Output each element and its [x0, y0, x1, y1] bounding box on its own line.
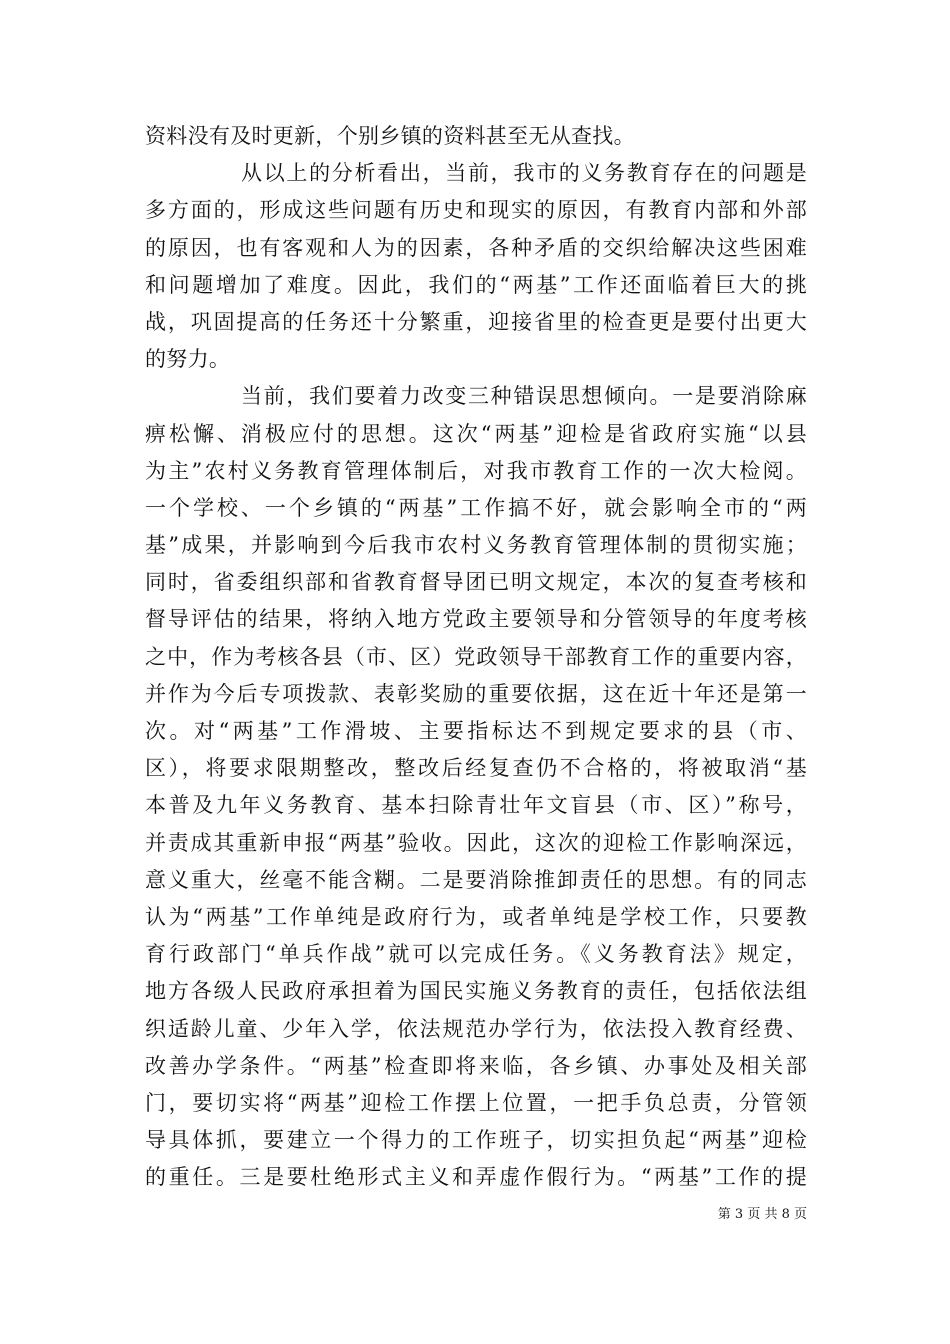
text-line: 战，巩固提高的任务还十分繁重，迎接省里的检查更是要付出更大: [145, 309, 807, 334]
text-line: 为主”农村义务教育管理体制后，对我市教育工作的一次大检阅。: [145, 458, 807, 483]
text-line: 门，要切实将“两基”迎检工作摆上位置，一把手负总责，分管领: [145, 1090, 807, 1115]
text-line: 和问题增加了难度。因此，我们的“两基”工作还面临着巨大的挑: [145, 272, 807, 297]
text-line: 改善办学条件。“两基”检查即将来临，各乡镇、办事处及相关部: [145, 1053, 807, 1078]
text-line: 一个学校、一个乡镇的“两基”工作搞不好，就会影响全市的“两: [145, 495, 807, 520]
text-line: 之中，作为考核各县（市、区）党政领导干部教育工作的重要内容，: [145, 644, 807, 669]
text-line: 认为“两基”工作单纯是政府行为，或者单纯是学校工作，只要教: [145, 904, 807, 929]
text-line: 基”成果，并影响到今后我市农村义务教育管理体制的贯彻实施；: [145, 533, 807, 558]
text-line: 的重任。三是要杜绝形式主义和弄虚作假行为。“两基”工作的提: [145, 1165, 807, 1190]
text-line: 多方面的，形成这些问题有历史和现实的原因，有教育内部和外部: [145, 198, 807, 223]
text-line: 并责成其重新申报“两基”验收。因此，这次的迎检工作影响深远，: [145, 830, 807, 855]
text-line: 区），将要求限期整改，整改后经复查仍不合格的，将被取消“基: [145, 756, 807, 781]
page-footer: 第 3 页 共 8 页: [717, 1207, 807, 1222]
body-text: [145, 118, 807, 1196]
paragraph-first-line: 从以上的分析看出，当前，我市的义务教育存在的问题是: [241, 161, 807, 186]
text-line: 导具体抓，要建立一个得力的工作班子，切实担负起“两基”迎检: [145, 1128, 807, 1153]
text-line: 的原因，也有客观和人为的因素，各种矛盾的交织给解决这些困难: [145, 235, 807, 260]
text-line: 的努力。: [145, 347, 231, 372]
text-line: 资料没有及时更新，个别乡镇的资料甚至无从查找。: [145, 124, 635, 148]
text-line: 同时，省委组织部和省教育督导团已明文规定，本次的复查考核和: [145, 570, 807, 595]
text-line: 育行政部门“单兵作战”就可以完成任务。《义务教育法》规定，: [145, 942, 807, 967]
paragraph-first-line: 当前，我们要着力改变三种错误思想倾向。一是要消除麻: [241, 384, 807, 409]
text-line: 督导评估的结果，将纳入地方党政主要领导和分管领导的年度考核: [145, 607, 807, 632]
text-line: 意义重大，丝毫不能含糊。二是要消除推卸责任的思想。有的同志: [145, 867, 807, 892]
text-line: 并作为今后专项拨款、表彰奖励的重要依据，这在近十年还是第一: [145, 681, 807, 706]
text-line: 织适龄儿童、少年入学，依法规范办学行为，依法投入教育经费、: [145, 1016, 807, 1041]
text-line: 次。对“两基”工作滑坡、主要指标达不到规定要求的县（市、: [145, 719, 807, 743]
text-line: 本普及九年义务教育、基本扫除青壮年文盲县（市、区）”称号，: [145, 793, 807, 818]
text-line: 痹松懈、消极应付的思想。这次“两基”迎检是省政府实施“以县: [145, 421, 807, 446]
text-line: 地方各级人民政府承担着为国民实施义务教育的责任，包括依法组: [145, 979, 807, 1004]
